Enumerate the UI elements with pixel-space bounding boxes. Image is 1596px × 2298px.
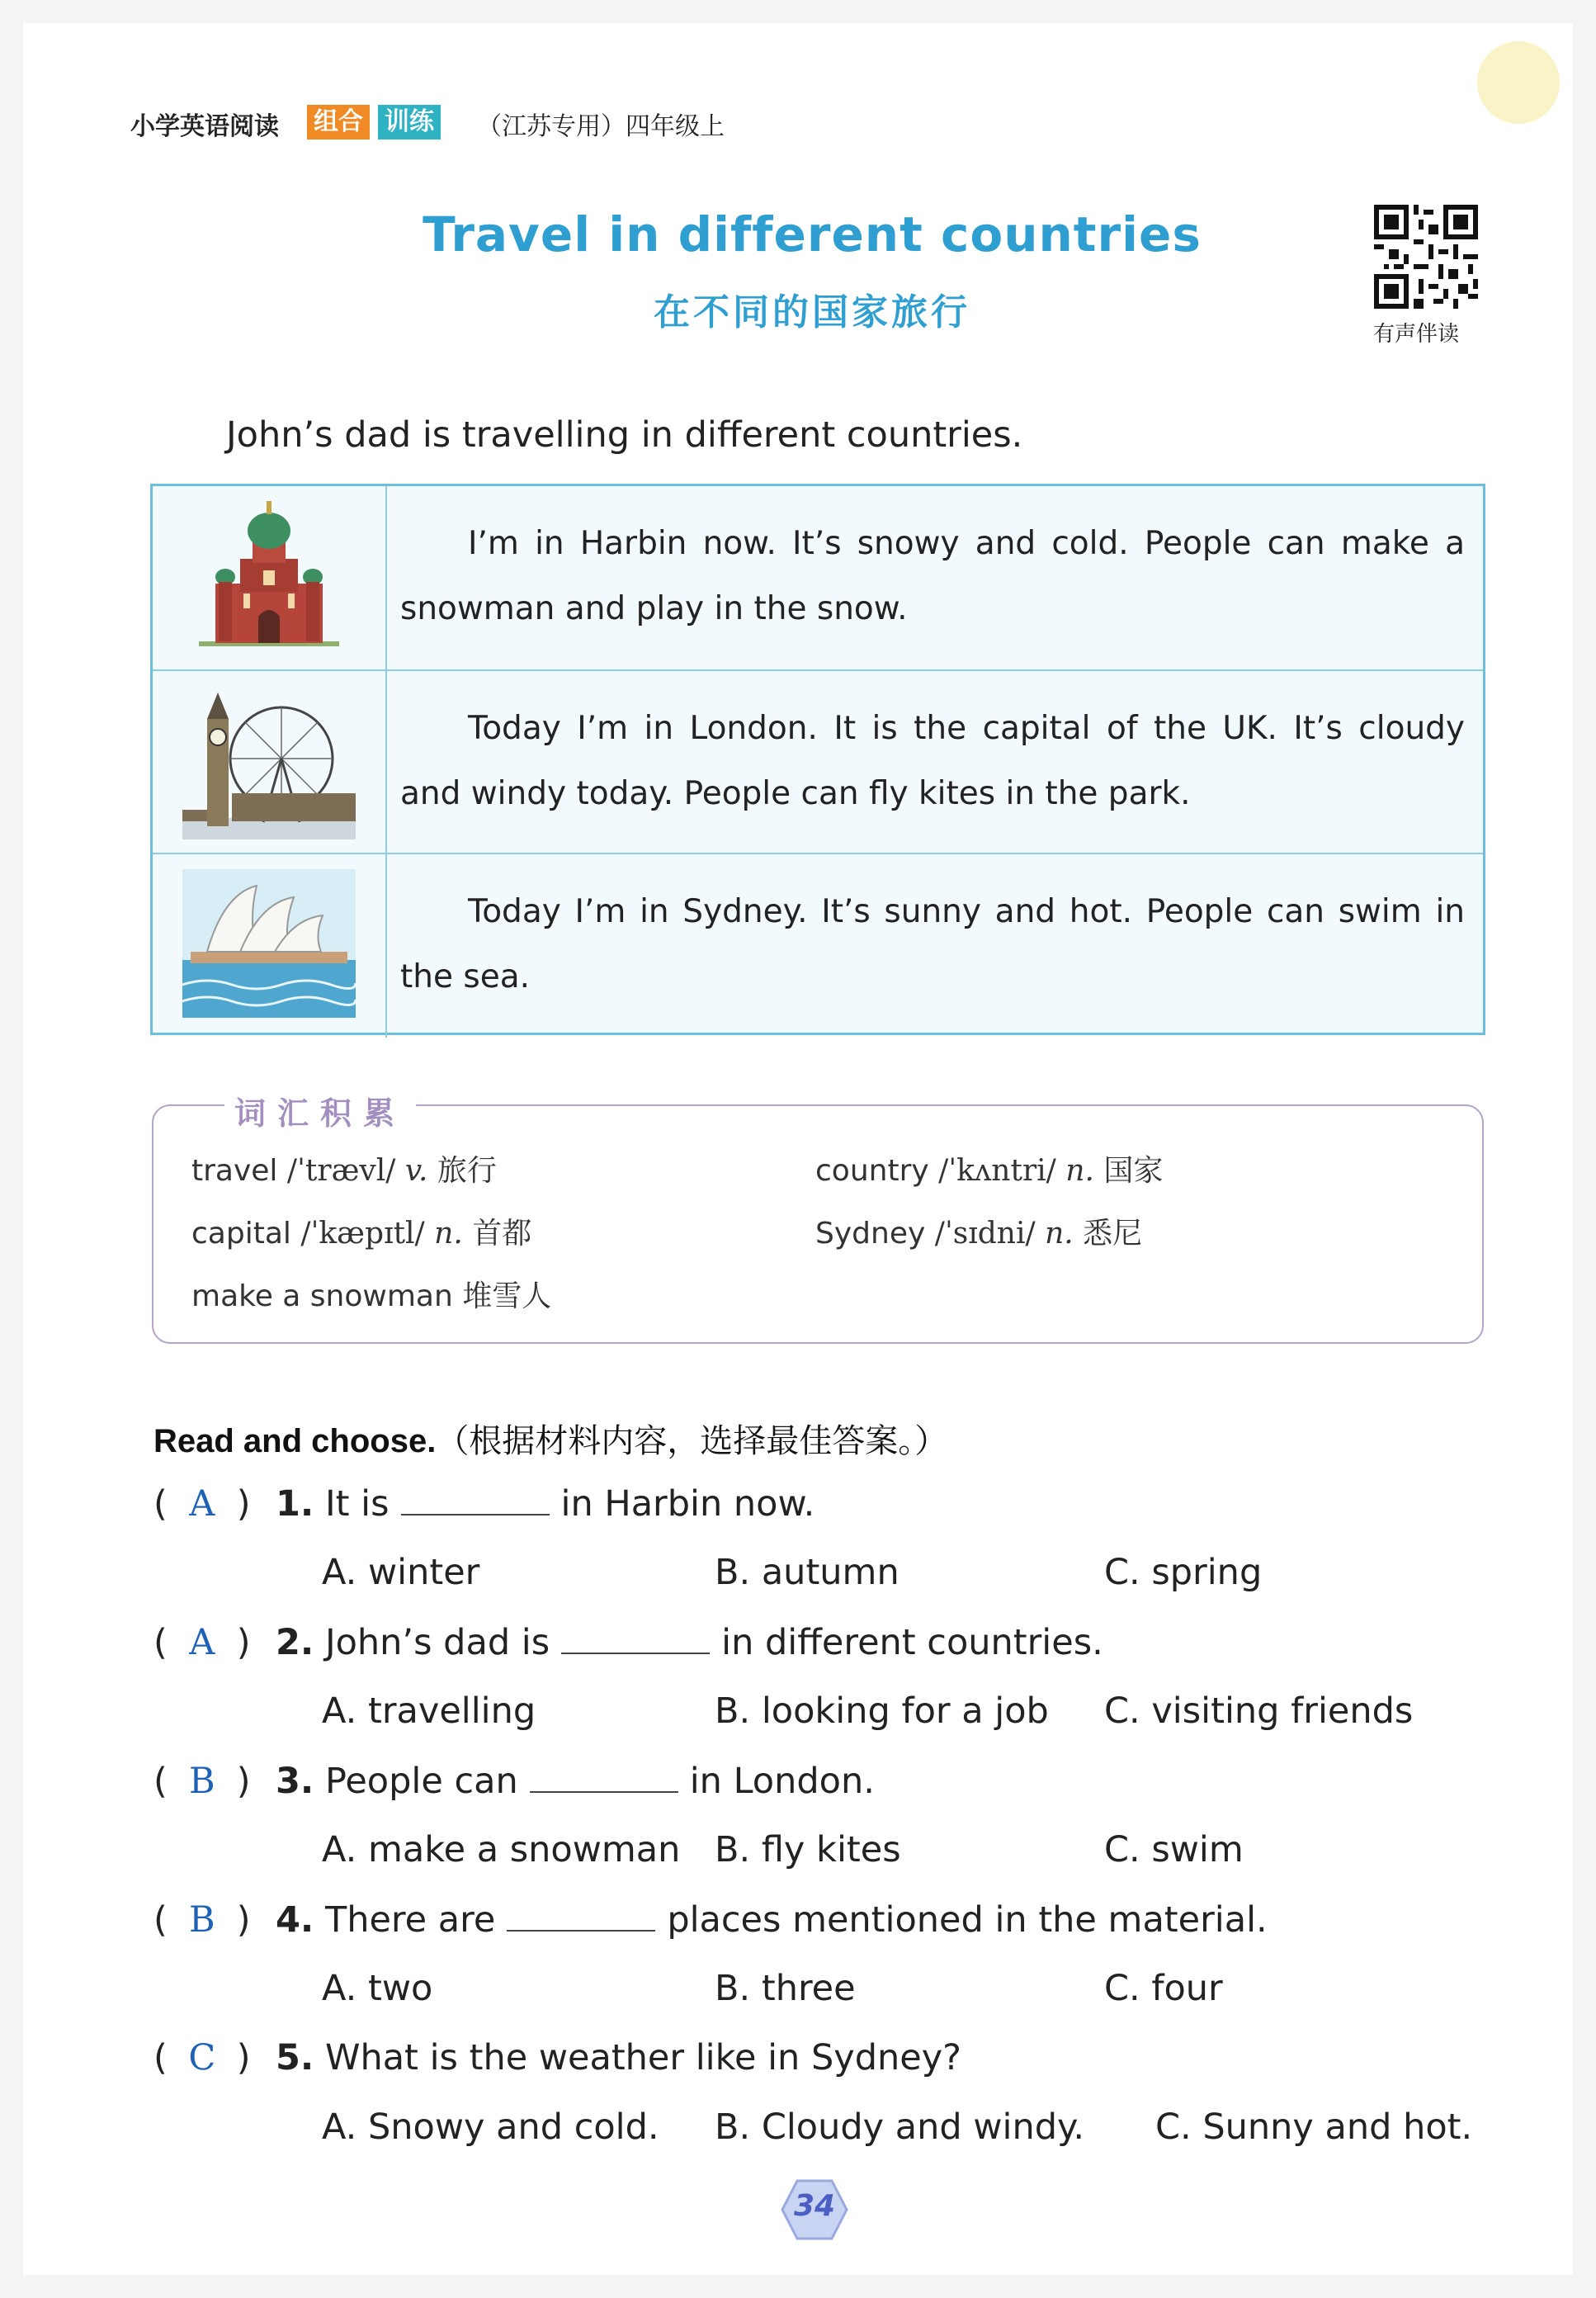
series-tag-training: 训练 bbox=[378, 105, 441, 139]
vocab-phonetic: /ˈtrævl/ bbox=[286, 1154, 396, 1188]
question-text-after: in Harbin now. bbox=[560, 1483, 815, 1525]
question-number: 4. bbox=[276, 1899, 314, 1941]
vocab-meaning: 国家 bbox=[1103, 1154, 1164, 1188]
option-a[interactable]: A. make a snowman bbox=[322, 1829, 681, 1870]
vocab-meaning: 悉尼 bbox=[1083, 1217, 1143, 1251]
answer-blank bbox=[401, 1482, 550, 1515]
question-number: 3. bbox=[276, 1761, 314, 1802]
option-a[interactable]: A. two bbox=[322, 1968, 433, 2009]
vocabulary-title: 词汇积累 bbox=[224, 1088, 416, 1133]
series-tag-combo: 组合 bbox=[307, 105, 370, 139]
vocab-part-of-speech: n. bbox=[1065, 1154, 1094, 1188]
question-text: John’s dad is bbox=[324, 1622, 550, 1663]
passage-london: Today I’m in London. It is the capital of the UK. It’s cloudy and windy today. People can fly kites in the park. bbox=[400, 710, 1465, 812]
option-a[interactable]: A. winter bbox=[322, 1552, 480, 1593]
series-title: 小学英语阅读 bbox=[130, 112, 279, 141]
answer-letter: A bbox=[189, 1483, 215, 1525]
intro-sentence: John’s dad is travelling in different countries. bbox=[226, 414, 1023, 456]
vocab-word: travel bbox=[191, 1154, 278, 1188]
answer-blank bbox=[561, 1621, 710, 1654]
vocab-item bbox=[815, 1210, 1142, 1252]
passage-row bbox=[153, 853, 1483, 1038]
answer-slot[interactable]: ( A ) bbox=[153, 1622, 251, 1663]
question-1 bbox=[153, 1482, 815, 1525]
vocab-part-of-speech: n. bbox=[434, 1217, 463, 1251]
question-text-after: places mentioned in the material. bbox=[667, 1899, 1268, 1941]
option-b[interactable]: B. looking for a job bbox=[715, 1690, 1049, 1732]
question-3 bbox=[153, 1760, 875, 1802]
option-c[interactable]: C. Sunny and hot. bbox=[1155, 2106, 1473, 2148]
vocab-word: Sydney bbox=[815, 1217, 926, 1251]
answer-letter: A bbox=[189, 1622, 215, 1663]
question-number: 2. bbox=[276, 1622, 314, 1663]
lesson-title-chinese: 在不同的国家旅行 bbox=[654, 291, 970, 333]
answer-slot[interactable]: ( C ) bbox=[153, 2037, 251, 2078]
lesson-title: Travel in different countries bbox=[423, 206, 1202, 262]
option-b[interactable]: B. fly kites bbox=[715, 1829, 901, 1870]
vocab-item bbox=[191, 1273, 551, 1315]
qr-code-icon[interactable] bbox=[1374, 205, 1478, 309]
sun-decoration-icon bbox=[1477, 41, 1560, 124]
answer-slot[interactable]: ( B ) bbox=[153, 1761, 251, 1802]
questions-heading-zh: （根据材料内容，选择最佳答案。） bbox=[436, 1422, 948, 1460]
answer-letter: B bbox=[188, 1899, 215, 1941]
london-big-ben-eye-image bbox=[153, 671, 387, 854]
option-c[interactable]: C. four bbox=[1104, 1968, 1223, 2009]
option-c[interactable]: C. spring bbox=[1104, 1552, 1263, 1593]
page-number: 34 bbox=[793, 2189, 836, 2223]
option-c[interactable]: C. visiting friends bbox=[1104, 1690, 1414, 1732]
vocab-word: make a snowman bbox=[191, 1279, 453, 1313]
vocab-part-of-speech: n. bbox=[1045, 1217, 1074, 1251]
vocab-word: capital bbox=[191, 1217, 291, 1251]
passage-sydney: Today I’m in Sydney. It’s sunny and hot. People can swim in the sea. bbox=[400, 893, 1465, 995]
question-text: It is bbox=[324, 1483, 390, 1525]
edition-label: （江苏专用）四年级上 bbox=[477, 112, 725, 141]
option-c[interactable]: C. swim bbox=[1104, 1829, 1244, 1870]
vocab-item bbox=[191, 1147, 497, 1189]
answer-blank bbox=[530, 1760, 678, 1793]
passage-harbin: I’m in Harbin now. It’s snowy and cold. People can make a snowman and play in the snow. bbox=[400, 525, 1465, 627]
questions-heading bbox=[153, 1415, 947, 1462]
question-2 bbox=[153, 1621, 1103, 1663]
question-text: There are bbox=[324, 1899, 496, 1941]
question-text: What is the weather like in Sydney? bbox=[324, 2037, 961, 2078]
vocab-phonetic: /ˈsɪdni/ bbox=[934, 1217, 1036, 1251]
option-a[interactable]: A. travelling bbox=[322, 1690, 536, 1732]
question-number: 1. bbox=[276, 1483, 314, 1525]
option-a[interactable]: A. Snowy and cold. bbox=[322, 2106, 659, 2148]
vocab-word: country bbox=[815, 1154, 929, 1188]
vocab-meaning: 堆雪人 bbox=[462, 1279, 552, 1313]
vocab-phonetic: /ˈkʌntri/ bbox=[938, 1154, 1056, 1188]
vocab-item bbox=[815, 1147, 1163, 1189]
vocab-part-of-speech: v. bbox=[404, 1154, 428, 1188]
vocab-meaning: 旅行 bbox=[437, 1154, 497, 1188]
question-text: People can bbox=[324, 1761, 518, 1802]
question-text-after: in different countries. bbox=[721, 1622, 1103, 1663]
option-b[interactable]: B. Cloudy and windy. bbox=[715, 2106, 1084, 2148]
sydney-opera-house-image bbox=[153, 854, 387, 1038]
answer-letter: C bbox=[188, 2037, 216, 2078]
question-number: 5. bbox=[276, 2037, 314, 2078]
audio-reading-label: 有声伴读 bbox=[1373, 322, 1460, 347]
passage-row bbox=[153, 669, 1483, 854]
reading-table bbox=[150, 484, 1485, 1035]
vocab-item bbox=[191, 1210, 531, 1252]
answer-letter: B bbox=[188, 1761, 215, 1802]
harbin-cathedral-image bbox=[153, 486, 387, 669]
answer-slot[interactable]: ( A ) bbox=[153, 1483, 251, 1525]
option-b[interactable]: B. autumn bbox=[715, 1552, 900, 1593]
vocab-phonetic: /ˈkæpɪtl/ bbox=[300, 1217, 425, 1251]
question-5 bbox=[153, 2037, 961, 2078]
question-4 bbox=[153, 1898, 1268, 1941]
answer-slot[interactable]: ( B ) bbox=[153, 1899, 251, 1941]
questions-heading-en: Read and choose. bbox=[153, 1423, 437, 1459]
passage-row bbox=[153, 486, 1483, 669]
question-text-after: in London. bbox=[689, 1761, 875, 1802]
vocab-meaning: 首都 bbox=[472, 1217, 532, 1251]
option-b[interactable]: B. three bbox=[715, 1968, 856, 2009]
answer-blank bbox=[507, 1898, 655, 1932]
